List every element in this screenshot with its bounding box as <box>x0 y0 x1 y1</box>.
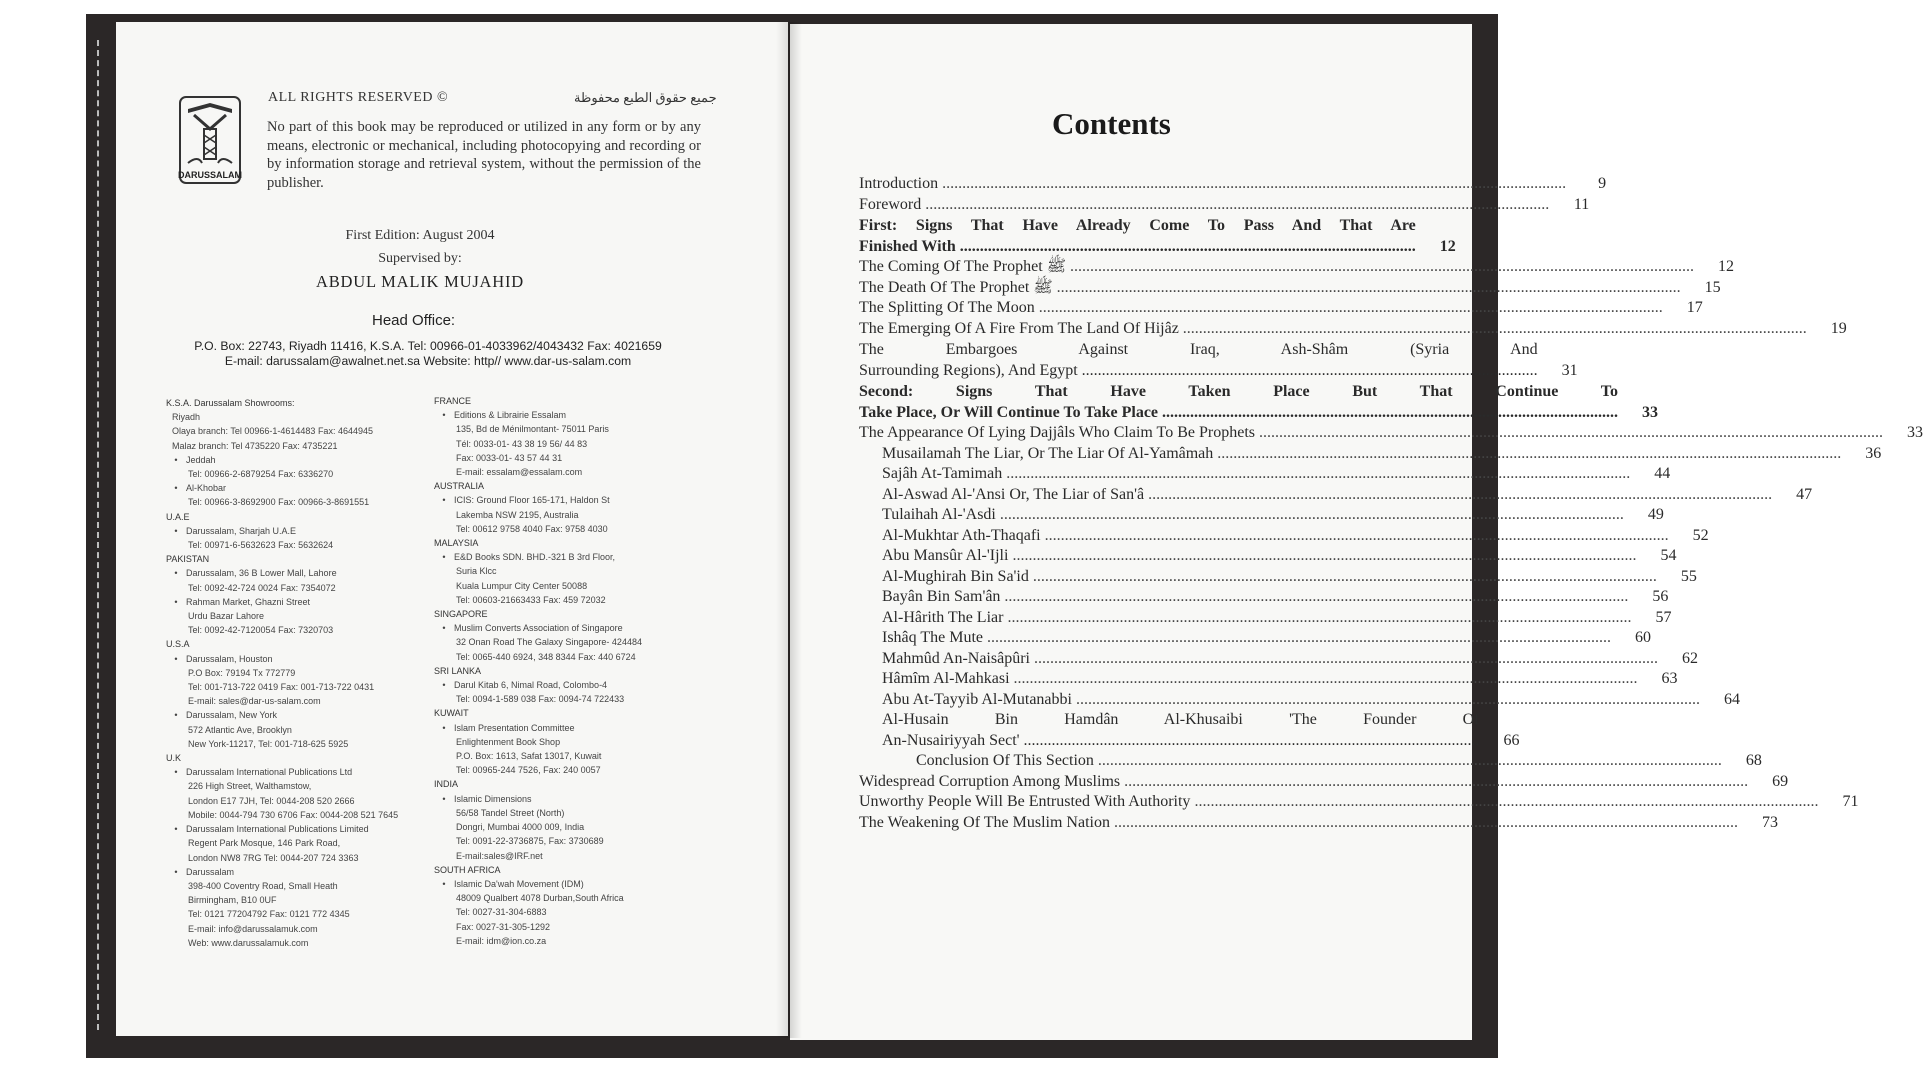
bullet-icon: • <box>174 866 178 877</box>
showroom-detail: Tél: 0033-01- 43 38 19 56/ 44 83 <box>456 438 588 449</box>
toc-entry-title: The Coming Of The Prophet ﷺ ..... <box>859 257 1694 278</box>
toc-page-number: 54 <box>1660 547 1677 564</box>
region-heading: KUWAIT <box>434 708 469 719</box>
showroom-entry <box>434 621 694 664</box>
toc-entry <box>859 813 1778 834</box>
showroom-detail: Tel: 00965-244 7526, Fax: 240 0057 <box>456 765 601 776</box>
toc-page-number: 15 <box>1704 278 1721 296</box>
toc-entry-title: Al-Hârith The Liar ..... <box>882 608 1631 629</box>
toc-entry-title-line2: An-Nusairiyyah Sect' <box>882 731 1020 749</box>
toc-entry <box>859 587 1669 608</box>
supervised-label: Supervised by: <box>378 251 462 266</box>
showroom-detail: Tel: 0065-440 6924, 348 8344 Fax: 440 6724 <box>456 651 636 662</box>
head-office-label: Head Office: <box>372 312 456 329</box>
toc-entry-title-line2: Take Place, Or Will Continue To Take Place <box>859 403 1159 421</box>
showroom-entry <box>166 865 436 950</box>
toc-entry-title: The Death Of The Prophet ﷺ ..... <box>859 278 1681 299</box>
showroom-detail: 32 Onan Road The Galaxy Singapore- 424484 <box>456 637 642 648</box>
toc-page-number: 68 <box>1745 752 1762 769</box>
toc-entry <box>859 772 1789 793</box>
showroom-name: Editions & Librairie Essalam <box>454 410 567 421</box>
showroom-name: Islam Presentation Committee <box>454 722 575 733</box>
toc-page-number: 17 <box>1686 299 1703 316</box>
showroom-entry <box>166 595 436 638</box>
toc-entry <box>859 608 1672 629</box>
toc-entry <box>859 382 1659 423</box>
showroom-name: Darussalam, 36 B Lower Mall, Lahore <box>186 568 337 579</box>
toc-entry-title: Introduction ..... <box>859 174 1566 195</box>
toc-entry-title-line2: Finished With <box>859 237 956 255</box>
showroom-detail: 135, Bd de Ménilmontant- 75011 Paris <box>456 424 609 435</box>
toc-page-number: 69 <box>1772 772 1789 790</box>
showroom-detail: Tel: 001-713-722 0419 Fax: 001-713-722 0431 <box>188 682 375 693</box>
toc-entry <box>859 319 1847 340</box>
showroom-detail: Olaya branch: Tel 00966-1-4614483 Fax: 4644945 <box>172 426 373 437</box>
showroom-name: Darussalam <box>186 866 235 877</box>
showroom-detail: E-mail: idm@ion.co.za <box>456 935 547 946</box>
toc-page-number: 11 <box>1573 195 1590 213</box>
showroom-detail: E-mail: sales@dar-us-salam.com <box>188 696 321 707</box>
toc-entry-title <box>859 340 1538 381</box>
rights-body: No part of this book may be reproduced or utilized in any form or by any means, electronic or mechanical, including photocopying and recording or by information storage and retrieval system, without the permission of the publisher. <box>267 119 701 191</box>
showroom-detail: Tel: 0027-31-304-6883 <box>456 907 547 918</box>
showroom-entry <box>434 792 694 863</box>
toc-entry <box>859 505 1664 526</box>
bullet-icon: • <box>174 525 178 536</box>
showroom-name: Islamic Da'wah Movement (IDM) <box>454 878 584 889</box>
toc-entry <box>859 710 1520 751</box>
showroom-detail: Tel: 00966-2-6879254 Fax: 6336270 <box>188 469 334 480</box>
head-office-address <box>168 339 688 369</box>
showroom-detail: Enlightenment Book Shop <box>456 736 561 747</box>
toc-page-number: 49 <box>1647 506 1664 523</box>
showroom-entry <box>166 708 436 751</box>
toc-page-number: 52 <box>1692 526 1709 544</box>
toc-entry-title <box>882 710 1480 751</box>
showroom-entry <box>166 652 436 709</box>
bullet-icon: • <box>442 793 446 804</box>
showroom-detail: Suria Klcc <box>456 566 497 577</box>
showroom-entry <box>166 481 436 509</box>
region-heading: MALAYSIA <box>434 538 479 549</box>
showroom-detail: London E17 7JH, Tel: 0044-208 520 2666 <box>188 795 355 806</box>
toc-entry <box>859 340 1578 381</box>
region-heading: K.S.A. Darussalam Showrooms: <box>166 398 295 408</box>
toc-page-number: 31 <box>1561 361 1578 379</box>
showroom-detail: Tel: 0091-22-3736875, Fax: 3730689 <box>456 836 604 847</box>
toc-page-number: 47 <box>1796 485 1813 503</box>
toc-entry <box>859 278 1721 299</box>
toc-page-number: 44 <box>1654 465 1671 482</box>
toc-entry <box>859 485 1813 506</box>
toc-entry <box>859 298 1703 319</box>
bullet-icon: • <box>174 483 178 494</box>
showroom-detail: 56/58 Tandel Street (North) <box>456 807 565 818</box>
rights-arabic: جميع حقوق الطبع محفوظة <box>574 90 717 105</box>
toc-entry-title: Al-Aswad Al-'Ansi Or, The Liar of San'â ..... <box>882 485 1772 506</box>
toc-entry <box>859 444 1882 465</box>
contents-title: Contents <box>1052 106 1171 141</box>
showroom-detail: Tel: 00612 9758 4040 Fax: 9758 4030 <box>456 523 608 534</box>
region-heading: INDIA <box>434 779 459 790</box>
toc-entry-title: Ishâq The Mute ..... <box>882 628 1611 649</box>
toc-entry-title-line1: First: Signs That Have Already Come To Pass And That Are <box>859 217 1416 234</box>
showroom-detail: Tel: 0092-42-7120054 Fax: 7320703 <box>188 625 334 636</box>
toc-page-number: 33 <box>1906 424 1923 441</box>
toc-entry <box>859 174 1607 195</box>
showroom-detail: 572 Atlantic Ave, Brooklyn <box>188 724 292 735</box>
bullet-icon: • <box>442 623 446 634</box>
toc-page-number: 73 <box>1761 813 1778 831</box>
toc-entry <box>859 567 1697 588</box>
toc-entry <box>859 751 1762 772</box>
showroom-detail: Lakemba NSW 2195, Australia <box>456 509 579 520</box>
toc-entry <box>859 216 1456 257</box>
toc-entry-title: Abu Mansûr Al-'Ijli ..... <box>882 546 1636 567</box>
showroom-entry <box>166 410 436 453</box>
showroom-detail: 48009 Qualbert 4078 Durban,South Africa <box>456 893 624 904</box>
toc-page-number: 9 <box>1598 175 1607 192</box>
toc-entry-title: Unworthy People Will Be Entrusted With Authority ..... <box>859 792 1818 813</box>
showroom-name: Islamic Dimensions <box>454 793 532 804</box>
bullet-icon: • <box>442 495 446 506</box>
bullet-icon: • <box>174 653 178 664</box>
region-heading: U.K <box>166 753 182 764</box>
toc-entry <box>859 792 1859 813</box>
showrooms-right-column <box>434 394 694 948</box>
toc-entry <box>859 690 1740 711</box>
toc-page-number: 12 <box>1439 237 1456 255</box>
bullet-icon: • <box>174 568 178 579</box>
region-heading: SINGAPORE <box>434 609 488 620</box>
showroom-name: Darussalam, Houston <box>186 653 273 664</box>
showroom-detail: Urdu Bazar Lahore <box>188 611 265 622</box>
toc-entry-title: Conclusion Of This Section ..... <box>916 751 1722 772</box>
toc-page-number: 57 <box>1655 608 1672 626</box>
toc-entry <box>859 423 1923 444</box>
toc-page-number: 60 <box>1635 629 1652 646</box>
table-of-contents <box>859 174 1923 833</box>
toc-entry-title: Musailamah The Liar, Or The Liar Of Al-Yamâmah ..... <box>882 444 1841 465</box>
toc-entry-title: Widespread Corruption Among Muslims ..... <box>859 772 1748 793</box>
showroom-entry <box>166 453 436 481</box>
showroom-detail: Dongri, Mumbai 4000 009, India <box>456 822 585 833</box>
toc-entry-title: Tulaihah Al-'Asdi ..... <box>882 505 1624 526</box>
toc-page-number: 36 <box>1865 444 1882 462</box>
showroom-entry <box>166 524 436 552</box>
showroom-detail: Fax: 0033-01- 43 57 44 31 <box>456 452 563 463</box>
showroom-detail: Tel: 00603-21663433 Fax: 459 72032 <box>456 594 606 605</box>
region-heading: PAKISTAN <box>166 554 210 565</box>
showroom-name: Darul Kitab 6, Nimal Road, Colombo-4 <box>454 680 608 691</box>
toc-entry-title-line2: Surrounding Regions), And Egypt <box>859 361 1078 379</box>
showroom-entry <box>166 765 436 822</box>
toc-entry-title: The Splitting Of The Moon ..... <box>859 298 1663 319</box>
toc-entry-title-line1: The Embargoes Against Iraq, Ash-Shâm (Syria And <box>859 341 1538 358</box>
toc-page-number: 12 <box>1718 258 1735 275</box>
showroom-name: E&D Books SDN. BHD.-321 B 3rd Floor, <box>454 552 616 563</box>
toc-entry-title: Al-Mukhtar Ath-Thaqafi ..... <box>882 526 1669 547</box>
leader-dots: .................................................................................................................. <box>1019 731 1480 749</box>
leader-dots: .................................................................................................................. <box>1077 361 1538 379</box>
toc-entry <box>859 526 1709 547</box>
toc-entry-title: The Weakening Of The Muslim Nation ..... <box>859 813 1738 834</box>
showroom-detail: London NW8 7RG Tel: 0044-207 724 3363 <box>188 852 359 863</box>
rights-heading: ALL RIGHTS RESERVED © <box>268 90 449 105</box>
toc-page-number: 62 <box>1681 649 1698 667</box>
region-heading: AUSTRALIA <box>434 481 485 492</box>
toc-entry-title <box>859 382 1618 423</box>
darussalam-logo <box>178 95 242 185</box>
toc-entry <box>859 628 1652 649</box>
region-heading: SOUTH AFRICA <box>434 864 501 875</box>
showroom-detail: Regent Park Mosque, 146 Park Road, <box>188 838 341 849</box>
showroom-detail: Fax: 0027-31-305-1292 <box>456 921 551 932</box>
showroom-name: Rahman Market, Ghazni Street <box>186 596 311 607</box>
showroom-name: Al-Khobar <box>186 483 227 494</box>
showroom-detail: Riyadh <box>172 412 201 423</box>
showroom-entry <box>434 550 694 607</box>
toc-page-number: 56 <box>1652 588 1669 605</box>
showroom-name: Darussalam International Publications Ltd <box>186 767 353 778</box>
showroom-detail: Birmingham, B10 0UF <box>188 895 277 906</box>
binding-stitch <box>97 40 99 1030</box>
showroom-detail: E-mail: info@darussalamuk.com <box>188 923 318 934</box>
showroom-detail: Kuala Lumpur City Center 50088 <box>456 580 588 591</box>
toc-page-number: 64 <box>1723 690 1740 708</box>
toc-entry-title: Hâmîm Al-Mahkasi ..... <box>882 669 1638 690</box>
toc-entry-title: Al-Mughirah Bin Sa'id ..... <box>882 567 1657 588</box>
showroom-name: Darussalam International Publications Limited <box>186 824 369 835</box>
toc-page-number: 71 <box>1842 793 1859 810</box>
bullet-icon: • <box>442 878 446 889</box>
toc-page-number: 33 <box>1642 403 1659 421</box>
showroom-detail: 226 High Street, Walthamstow, <box>188 781 312 792</box>
toc-page-number: 66 <box>1503 731 1520 749</box>
toc-page-number: 63 <box>1661 670 1678 687</box>
showroom-entry <box>434 408 694 479</box>
bullet-icon: • <box>442 680 446 691</box>
showroom-name: Darussalam, New York <box>186 710 278 721</box>
showroom-detail: Tel: 0121 77204792 Fax: 0121 772 4345 <box>188 909 350 920</box>
supervisor-name: ABDUL MALIK MUJAHID <box>316 272 524 291</box>
region-heading: U.S.A <box>166 639 190 650</box>
region-heading: SRI LANKA <box>434 665 482 676</box>
toc-entry <box>859 546 1677 567</box>
toc-entry <box>859 195 1590 216</box>
logo-text: DARUSSALAM <box>178 170 242 180</box>
bullet-icon: • <box>442 722 446 733</box>
showroom-detail: New York-11217, Tel: 001-718-625 5925 <box>188 738 349 749</box>
toc-entry-title: Sajâh At-Tamimah ..... <box>882 464 1630 485</box>
spine-shadow <box>776 22 802 1038</box>
toc-entry <box>859 257 1735 278</box>
showroom-entry <box>434 877 694 948</box>
toc-entry-title-line1: Al-Husain Bin Hamdân Al-Khusaibi 'The Founder Of <box>882 711 1480 728</box>
showroom-entry <box>434 678 694 706</box>
showroom-entry <box>434 493 694 536</box>
toc-entry-title: The Appearance Of Lying Dajjâls Who Claim To Be Prophets ..... <box>859 423 1883 444</box>
toc-entry-title: Bayân Bin Sam'ân ..... <box>882 587 1628 608</box>
showroom-detail: Tel: 0094-1-589 038 Fax: 0094-74 722433 <box>456 694 625 705</box>
showroom-detail: Mobile: 0044-794 730 6706 Fax: 0044-208 521 7645 <box>188 809 399 820</box>
toc-entry-title-line1: Second: Signs That Have Taken Place But That Continue To <box>859 383 1619 400</box>
showroom-name: Muslim Converts Association of Singapore <box>454 623 623 634</box>
toc-entry <box>859 649 1698 670</box>
leader-dots: .................................................................................................................. <box>955 237 1416 255</box>
bullet-icon: • <box>442 552 446 563</box>
showroom-detail: Tel: 00971-6-5632623 Fax: 5632624 <box>188 540 334 551</box>
toc-entry <box>859 464 1671 485</box>
showroom-detail: Web: www.darussalamuk.com <box>188 937 309 948</box>
address-line-2: E-mail: darussalam@awalnet.net.sa Website: http// www.dar-us-salam.com <box>224 354 632 368</box>
showroom-entry <box>166 566 436 594</box>
showroom-detail: P.O. Box: 1613, Safat 13017, Kuwait <box>456 751 602 762</box>
toc-entry-title: Foreword ..... <box>859 195 1549 216</box>
region-heading: U.A.E <box>166 511 190 522</box>
showroom-entry <box>166 822 436 865</box>
bullet-icon: • <box>174 824 178 835</box>
toc-entry-title: Mahmûd An-Naisâpûri ..... <box>882 649 1658 670</box>
showroom-name: ICIS: Ground Floor 165-171, Haldon St <box>454 495 610 506</box>
showroom-detail: 398-400 Coventry Road, Small Heath <box>188 880 338 891</box>
address-line-1: P.O. Box: 22743, Riyadh 11416, K.S.A. Tel: 00966-01-4033962/4043432 Fax: 4021659 <box>194 339 662 353</box>
showroom-detail: Tel: 00966-3-8692900 Fax: 00966-3-8691551 <box>188 497 370 508</box>
showroom-detail: Tel: 0092-42-724 0024 Fax: 7354072 <box>188 582 336 593</box>
edition-line: First Edition: August 2004 <box>345 228 495 243</box>
showroom-detail: Malaz branch: Tel 4735220 Fax: 4735221 <box>172 440 338 451</box>
toc-entry <box>859 669 1678 690</box>
bullet-icon: • <box>174 596 178 607</box>
leader-dots: .................................................................................................................. <box>1158 403 1619 421</box>
showrooms-left-column <box>166 396 436 950</box>
bullet-icon: • <box>442 410 446 421</box>
showroom-entry <box>434 721 694 778</box>
showroom-detail: E-mail: essalam@essalam.com <box>456 467 583 478</box>
toc-entry-title <box>859 216 1416 257</box>
showroom-name: Darussalam, Sharjah U.A.E <box>186 525 297 536</box>
toc-page-number: 19 <box>1830 319 1847 337</box>
region-heading: FRANCE <box>434 396 472 406</box>
toc-entry-title: The Emerging Of A Fire From The Land Of Hijâz ..... <box>859 319 1807 340</box>
bullet-icon: • <box>174 710 178 721</box>
toc-page-number: 55 <box>1680 567 1697 585</box>
showroom-detail: E-mail:sales@IRF.net <box>456 850 543 861</box>
showroom-detail: P.O Box: 79194 Tx 772779 <box>188 667 296 678</box>
bullet-icon: • <box>174 454 178 465</box>
showroom-name: Jeddah <box>186 454 216 465</box>
toc-entry-title: Abu At-Tayyib Al-Mutanabbi ..... <box>882 690 1700 711</box>
bullet-icon: • <box>174 767 178 778</box>
